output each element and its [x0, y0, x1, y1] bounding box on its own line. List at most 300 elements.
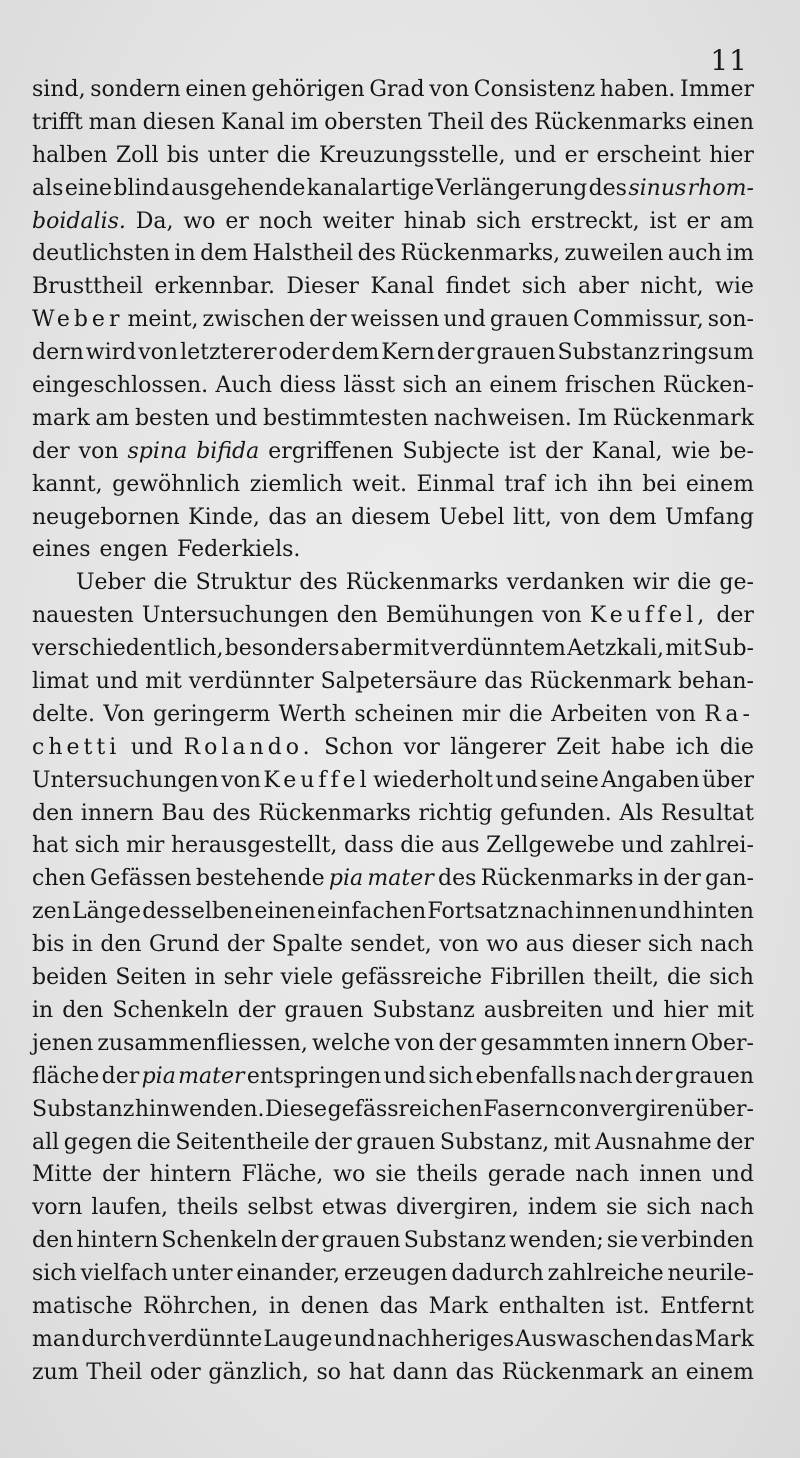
word: zen	[32, 899, 71, 925]
word: seine	[540, 767, 599, 793]
word: bis	[32, 932, 65, 958]
word: von	[541, 603, 582, 629]
text-line	[32, 962, 754, 995]
word: Rücken-	[662, 373, 754, 399]
word: theils	[416, 1162, 478, 1188]
word: das	[654, 1326, 694, 1352]
word: deutlichsten	[32, 241, 170, 267]
word: son-	[707, 307, 754, 333]
word: be-	[719, 438, 754, 464]
word: in	[71, 932, 93, 958]
word: Kanal,	[591, 438, 663, 464]
word: blind	[113, 175, 170, 201]
word: mater	[178, 1063, 245, 1089]
word: Rückenmark	[501, 1359, 644, 1385]
word: der	[309, 307, 347, 333]
word: Rückenmarks	[534, 109, 687, 135]
word: Bau	[161, 800, 205, 826]
word: entspringen	[246, 1063, 382, 1089]
word: laufen,	[91, 1195, 168, 1221]
word: er	[225, 208, 249, 234]
word: Einmal	[416, 471, 495, 497]
word: Halstheil	[252, 241, 354, 267]
word: verdünntem	[430, 636, 566, 662]
word: besonders	[224, 636, 340, 662]
word: aus	[525, 932, 565, 958]
text-line	[32, 534, 754, 567]
word: Substanz,	[439, 1129, 550, 1155]
word: von	[394, 1030, 435, 1056]
word: Substanz	[372, 997, 475, 1023]
word: rhom-	[687, 175, 754, 201]
word: oder	[278, 340, 330, 366]
word: Kanal	[370, 274, 435, 300]
word: meint,	[127, 307, 199, 333]
word: haben.	[599, 77, 676, 102]
word: mater	[367, 866, 434, 892]
word: sich	[402, 373, 448, 399]
word: nauesten	[32, 603, 134, 629]
word: Rückenmark	[612, 405, 754, 431]
word: dem	[331, 340, 380, 366]
word: der	[716, 1129, 754, 1155]
word: grauen	[674, 1063, 754, 1089]
text-line	[32, 271, 754, 304]
word: letzterer	[180, 340, 277, 366]
word: neugebornen	[32, 504, 180, 530]
word: wo	[333, 1162, 366, 1188]
word: zahlrei-	[669, 833, 754, 859]
word: zum	[32, 1359, 79, 1385]
word: pia	[141, 1063, 176, 1089]
word: Substanz	[32, 1096, 135, 1122]
word: neurile-	[667, 1261, 754, 1287]
word: des	[299, 570, 338, 596]
word: Fläche,	[241, 1162, 324, 1188]
word: kanalartige	[306, 175, 435, 201]
word: Fasern	[483, 1096, 560, 1122]
word: Als	[619, 800, 654, 826]
word: von	[439, 932, 479, 958]
word: nach	[578, 1063, 633, 1089]
word: von	[221, 767, 261, 793]
word: sendet,	[350, 932, 432, 958]
word: der	[436, 340, 475, 366]
word: der	[102, 1162, 140, 1188]
word: ringsum	[661, 340, 754, 366]
word: engen	[99, 537, 169, 563]
word: nachweisen.	[433, 405, 572, 431]
word: Zoll	[115, 142, 159, 168]
word: einen	[185, 77, 247, 102]
word: und	[95, 669, 139, 695]
text-line	[32, 370, 754, 403]
word: sich	[647, 932, 693, 958]
word: innern	[613, 1030, 687, 1056]
word: am	[95, 405, 130, 431]
word: den	[100, 932, 142, 958]
word: Kinde,	[188, 504, 260, 530]
word: Untersuchungen	[32, 767, 219, 793]
word: den	[32, 800, 74, 826]
word: Grund	[148, 932, 220, 958]
text-line	[32, 1324, 754, 1357]
word: eine	[64, 175, 113, 201]
text-line	[32, 929, 754, 962]
word: Federkiels.	[177, 537, 301, 563]
word: den	[32, 1228, 74, 1254]
word: über	[702, 767, 754, 793]
word: theilt,	[593, 965, 660, 991]
word: der	[545, 438, 583, 464]
word: hinten	[682, 899, 754, 925]
text-line	[32, 1192, 754, 1225]
word: Rückenmark	[529, 669, 672, 695]
word: Ober-	[690, 1030, 754, 1056]
word: sich	[476, 208, 521, 234]
word: wenden;	[509, 1228, 604, 1254]
word: ist	[649, 208, 677, 234]
word: sehr	[223, 965, 273, 991]
word: halben	[32, 142, 108, 168]
word: Mark	[428, 1293, 489, 1319]
word: nicht,	[640, 274, 704, 300]
word: und	[638, 899, 682, 925]
word: Angaben	[601, 767, 700, 793]
word: pia	[328, 866, 364, 892]
word: sich	[709, 965, 754, 991]
word: ausgehende	[171, 175, 306, 201]
text-line	[32, 502, 754, 535]
word: aber	[578, 274, 629, 300]
word: sondern	[90, 77, 181, 102]
word: der	[438, 1030, 477, 1056]
word: Lauge	[263, 1326, 333, 1352]
text-line	[32, 403, 754, 436]
text-line	[32, 666, 754, 699]
word: Brusttheil	[32, 274, 144, 300]
word: Arbeiten	[551, 701, 648, 727]
word: des	[489, 109, 529, 135]
word: einem	[685, 471, 754, 497]
word: der	[314, 1129, 352, 1155]
word: und	[443, 307, 486, 333]
word: die	[276, 142, 311, 168]
text-line	[32, 1159, 754, 1192]
word: bestimmtesten	[262, 405, 429, 431]
word: sich	[646, 1195, 692, 1221]
word: im	[726, 241, 754, 267]
word: Theil	[86, 1359, 143, 1385]
word: er	[686, 208, 711, 234]
word: Immer	[680, 77, 754, 102]
text-line	[32, 1127, 754, 1160]
word: das	[455, 1359, 495, 1385]
text-line	[32, 1258, 754, 1291]
word: die	[136, 1129, 171, 1155]
word: sich	[521, 274, 567, 300]
word: und	[621, 833, 664, 859]
text-line	[32, 1291, 754, 1324]
word: erstreckt,	[530, 208, 640, 234]
word: von	[138, 340, 179, 366]
word: durch	[81, 1326, 147, 1352]
word: Substanz	[557, 340, 660, 366]
word: auch	[667, 241, 722, 267]
word: boidalis.	[32, 208, 126, 234]
word: indem	[527, 1195, 598, 1221]
word: und	[612, 997, 655, 1023]
word: dann	[392, 1359, 449, 1385]
word: desselben	[142, 899, 254, 925]
word: hinab	[403, 208, 467, 234]
word: beiden	[32, 965, 108, 991]
word: so	[316, 1359, 342, 1385]
word: zahlreiche	[547, 1261, 664, 1287]
word: gänzlich,	[208, 1359, 309, 1385]
word: traf	[504, 471, 545, 497]
text-line	[32, 896, 754, 929]
word: mir	[461, 701, 501, 727]
word: die	[508, 701, 543, 727]
word: litt,	[513, 504, 552, 530]
word: Schenkeln	[161, 1228, 278, 1254]
word: die	[667, 965, 702, 991]
word: und	[495, 767, 538, 793]
word: der	[226, 932, 265, 958]
word: Kanal	[220, 109, 285, 135]
word: Rückenmarks	[345, 570, 499, 596]
word: ich	[554, 471, 588, 497]
body-text	[32, 74, 754, 1390]
text-line	[32, 600, 754, 633]
word: Rückenmarks,	[400, 241, 561, 267]
word: ergriffenen	[268, 438, 394, 464]
word: wo	[183, 208, 216, 234]
word: Ausnahme	[595, 1129, 712, 1155]
word: über-	[694, 1096, 754, 1122]
word: und	[383, 1063, 427, 1089]
word: die	[719, 734, 754, 760]
word: bei	[642, 471, 677, 497]
word: sich	[428, 1063, 474, 1089]
text-line	[32, 469, 754, 502]
word: Resultat	[661, 800, 754, 826]
word: hinwenden.	[134, 1096, 265, 1122]
text-line	[32, 1028, 754, 1061]
word: Zeit	[556, 734, 601, 760]
word: zwischen	[202, 307, 305, 333]
word: einem	[685, 1359, 754, 1385]
word: gefässreichen	[327, 1096, 483, 1122]
word: wir	[632, 570, 669, 596]
word: Zellgewebe	[486, 833, 615, 859]
word: und	[214, 405, 258, 431]
word: das	[268, 504, 307, 530]
word: Auswaschen	[515, 1326, 654, 1352]
word: wie	[715, 274, 754, 300]
word: matische	[32, 1293, 133, 1319]
word: mir	[126, 833, 165, 859]
word: nach	[575, 1162, 630, 1188]
word: Sub-	[703, 636, 754, 662]
word: Seiten	[115, 965, 187, 991]
word: einen	[692, 109, 754, 135]
word: gefässreiche	[341, 965, 483, 991]
word: er	[564, 142, 589, 168]
word: gegen	[63, 1129, 133, 1155]
word: Im	[577, 405, 607, 431]
word: grauen	[284, 997, 364, 1023]
word: längerer	[450, 734, 546, 760]
word: hier	[709, 142, 754, 168]
word: Röhrchen,	[143, 1293, 259, 1319]
word: richtig	[418, 800, 493, 826]
word: Ueber	[76, 570, 146, 596]
word: erscheint	[596, 142, 701, 168]
word: der	[663, 866, 701, 892]
word: dieser	[571, 932, 641, 958]
word: verdünnter	[188, 669, 314, 695]
word: sie	[606, 1195, 638, 1221]
word: man	[32, 1326, 81, 1352]
word: die	[400, 833, 435, 859]
text-line	[32, 798, 754, 831]
word: Substanz	[403, 1228, 507, 1254]
word: sich	[74, 833, 120, 859]
word: Auch	[215, 373, 273, 399]
word: des	[357, 241, 397, 267]
word: Diese	[265, 1096, 328, 1122]
text-line	[32, 1357, 754, 1390]
word: Umfang	[665, 504, 754, 530]
word: nach	[520, 899, 574, 925]
word: ausbreiten	[483, 997, 604, 1023]
word: Grad	[369, 77, 425, 102]
word: weiter	[322, 208, 394, 234]
word: selbst	[247, 1195, 313, 1221]
word: einem	[489, 373, 558, 399]
word: wiederholt	[373, 767, 493, 793]
word: grauen	[356, 1129, 436, 1155]
word: ebenfalls	[475, 1063, 577, 1089]
word: bis	[166, 142, 200, 168]
word: vorn	[32, 1195, 83, 1221]
word: das	[484, 669, 523, 695]
word: Von	[103, 701, 145, 727]
word: innern	[80, 800, 154, 826]
word: behan-	[677, 669, 754, 695]
word: lässt	[343, 373, 396, 399]
word: dass	[343, 833, 394, 859]
word: mit	[145, 669, 182, 695]
word: sie	[375, 1162, 407, 1188]
word: verbinden	[641, 1228, 754, 1254]
word: an	[315, 504, 343, 530]
word: mark	[32, 405, 90, 431]
word: das	[379, 1293, 419, 1319]
text-line	[32, 436, 754, 469]
word: Fortsatz	[427, 899, 519, 925]
word: mit	[392, 636, 430, 662]
word: all	[32, 1129, 60, 1155]
word: man	[88, 109, 137, 135]
text-line	[32, 206, 754, 239]
word: in	[194, 965, 216, 991]
word: die	[153, 570, 188, 596]
word: Uebel	[438, 504, 505, 530]
word: ziemlich	[249, 471, 343, 497]
word: Schenkeln	[112, 997, 229, 1023]
word: in	[32, 997, 54, 1023]
word: enthalten	[498, 1293, 605, 1319]
word: frischen	[564, 373, 656, 399]
word: hier	[663, 997, 709, 1023]
word: und	[513, 142, 557, 168]
word: gan-	[705, 866, 754, 892]
word: am	[719, 208, 754, 234]
word: welche	[312, 1030, 391, 1056]
word: aus	[440, 833, 480, 859]
text-line	[32, 863, 754, 896]
word: zuweilen	[564, 241, 664, 267]
word: einen	[254, 899, 316, 925]
text-line	[32, 765, 754, 798]
word: mit	[717, 997, 754, 1023]
word: kannt,	[32, 471, 103, 497]
word: diesen	[142, 109, 216, 135]
word: jenen	[32, 1030, 94, 1056]
word: gefunden.	[499, 800, 612, 826]
word: der	[280, 1228, 319, 1254]
word: scheinen	[354, 701, 454, 727]
word: grauen	[321, 1228, 401, 1254]
word: oder	[149, 1359, 201, 1385]
word: Spalte	[271, 932, 343, 958]
word: eines	[32, 537, 91, 563]
word: der	[716, 603, 754, 629]
word: von	[78, 438, 119, 464]
word: zusammenfliessen,	[97, 1030, 308, 1056]
word: spina	[127, 438, 188, 464]
word: innen	[639, 1162, 702, 1188]
word: nach	[700, 932, 754, 958]
word: denen	[300, 1293, 370, 1319]
word: und	[333, 1326, 377, 1352]
text-line	[32, 74, 754, 107]
word: Ra-	[704, 701, 754, 727]
word: wie	[671, 438, 711, 464]
word: sie	[606, 1228, 639, 1254]
word: verdanken	[506, 570, 625, 596]
word: sind,	[32, 77, 86, 102]
word: grauen	[489, 307, 569, 333]
word: dern	[32, 340, 84, 366]
word: ich	[675, 734, 710, 760]
word: von	[560, 504, 601, 530]
word: weit.	[352, 471, 407, 497]
word: Commissur,	[573, 307, 704, 333]
word: einfachen	[317, 899, 427, 925]
word: Untersuchungen	[141, 603, 329, 629]
word: Schon	[324, 734, 394, 760]
word: des	[588, 175, 627, 201]
text-line	[32, 732, 754, 765]
text-line	[32, 830, 754, 863]
word: des	[438, 866, 477, 892]
word: weissen	[350, 307, 440, 333]
text-line	[32, 304, 754, 337]
